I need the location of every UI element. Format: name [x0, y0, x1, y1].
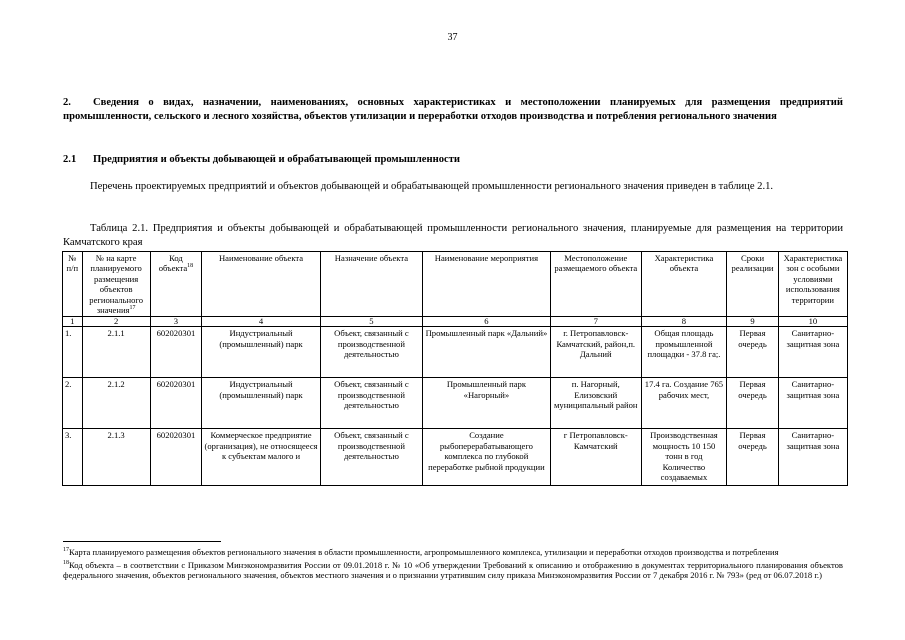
footnote-separator: [63, 541, 221, 542]
cell-location: г. Петропавловск-Камчатский, район,п. Дальний: [550, 327, 641, 378]
table-caption: Таблица 2.1. Предприятия и объекты добывающей и обрабатывающей промышленности регионального значения, планируемые для размещения на территории Камчатского края: [63, 223, 843, 248]
subsection-title: Предприятия и объекты добывающей и обрабатывающей промышленности: [93, 154, 461, 165]
cell-map-number: 2.1.1: [82, 327, 150, 378]
footnote-mark: 18: [63, 559, 69, 566]
header-cell: Характеристика зон с особыми условиями использования территории: [778, 252, 847, 317]
table-row: [63, 327, 848, 378]
footnote-ref: 17: [129, 305, 136, 312]
column-number: 7: [550, 317, 641, 327]
cell-location: г Петропавловск-Камчатский: [550, 429, 641, 486]
footnote-mark: 17: [63, 547, 69, 554]
column-number: 5: [320, 317, 422, 327]
table-row: [63, 429, 848, 486]
column-number: 2: [82, 317, 150, 327]
column-number: 8: [641, 317, 727, 327]
footnote-ref: 18: [187, 263, 194, 270]
footnote: [63, 547, 843, 558]
intro-paragraph: Перечень проектируемых предприятий и объектов добывающей и обрабатывающей промышленности регионального значения приведен в таблице 2.1.: [90, 181, 774, 192]
header-cell: Наименование объекта: [202, 252, 321, 317]
footnotes: [63, 547, 843, 583]
table-row: [63, 378, 848, 429]
column-number: 6: [422, 317, 550, 327]
cell-code: 602020301: [150, 429, 202, 486]
header-cell: Назначение объекта: [320, 252, 422, 317]
cell-purpose: Объект, связанный с производственной деятельностью: [320, 429, 422, 486]
column-number-row: [63, 317, 848, 327]
cell-zones: Санитарно-защитная зона: [778, 327, 847, 378]
cell-name: Индустриальный (промышленный) парк: [202, 378, 321, 429]
cell-name: Коммерческое предприятие (организация), не относящееся к субъектам малого и: [202, 429, 321, 486]
header-cell: Местоположение размещаемого объекта: [550, 252, 641, 317]
cell-zones: Санитарно-защитная зона: [778, 378, 847, 429]
header-cell: Сроки реализации: [727, 252, 779, 317]
section-title: Сведения о видах, назначении, наименованиях, основных характеристиках и местоположении планируемых для размещения предприятий промышленности, сельского и лесного хозяйства, объектов утилизации и переработки отходов производства и потребления регионального значения: [63, 97, 843, 122]
footnote: [63, 560, 843, 581]
cell-measure: Промышленный парк «Нагорный»: [422, 378, 550, 429]
table-header-row: [63, 252, 848, 317]
cell-name: Индустриальный (промышленный) парк: [202, 327, 321, 378]
cell-characteristic: Общая площадь промышленной площадки - 37.8 га;.: [641, 327, 727, 378]
cell-map-number: 2.1.3: [82, 429, 150, 486]
subsection-heading: [63, 153, 843, 166]
cell-number: 3.: [63, 429, 83, 486]
cell-measure: Промышленный парк «Дальний»: [422, 327, 550, 378]
cell-zones: Санитарно-защитная зона: [778, 429, 847, 486]
cell-number: 2.: [63, 378, 83, 429]
cell-code: 602020301: [150, 327, 202, 378]
cell-term: Первая очередь: [727, 429, 779, 486]
header-cell: № п/п: [63, 252, 83, 317]
cell-purpose: Объект, связанный с производственной деятельностью: [320, 327, 422, 378]
page-number: 37: [447, 32, 458, 43]
subsection-number: 2.1: [63, 154, 77, 165]
column-number: 4: [202, 317, 321, 327]
column-number: 1: [63, 317, 83, 327]
cell-term: Первая очередь: [727, 327, 779, 378]
cell-map-number: 2.1.2: [82, 378, 150, 429]
objects-table: [62, 251, 848, 486]
cell-characteristic: Производственная мощность 10 150 тонн в год Количество создаваемых: [641, 429, 727, 486]
cell-purpose: Объект, связанный с производственной деятельностью: [320, 378, 422, 429]
cell-measure: Создание рыбоперерабатывающего комплекса по глубокой переработке рыбной продукции: [422, 429, 550, 486]
cell-characteristic: 17.4 га. Создание 765 рабочих мест,: [641, 378, 727, 429]
header-cell: Характеристика объекта: [641, 252, 727, 317]
cell-number: 1.: [63, 327, 83, 378]
cell-term: Первая очередь: [727, 378, 779, 429]
cell-code: 602020301: [150, 378, 202, 429]
section-number: 2.: [63, 97, 71, 108]
column-number: 3: [150, 317, 202, 327]
header-cell: Код объекта$^{18}$: [150, 252, 202, 317]
column-number: 10: [778, 317, 847, 327]
header-cell: № на карте планируемого размещения объектов регионального значения$^{17}$: [82, 252, 150, 317]
footnote-text: Код объекта – в соответствии с Приказом Минэкономразвития России от 09.01.2018 г. № 10 «Об утверждении Требований к описанию и отображению в документах территориального планирования объектов федерального значения, объектов регионального значения, объектов местного значения и о признании утратившим силу приказа Минэкономразвития России от 7 декабря 2016 г. № 793» (ред от 06.07.2018 г.): [63, 559, 843, 580]
cell-location: п. Нагорный, Елизовский муниципальный район: [550, 378, 641, 429]
footnote-text: Карта планируемого размещения объектов регионального значения в области промышленности, агропромышленного комплекса, утилизации и переработки отходов производства и потребления: [69, 547, 779, 557]
column-number: 9: [727, 317, 779, 327]
section-heading: [63, 96, 843, 123]
header-cell: Наименование мероприятия: [422, 252, 550, 317]
